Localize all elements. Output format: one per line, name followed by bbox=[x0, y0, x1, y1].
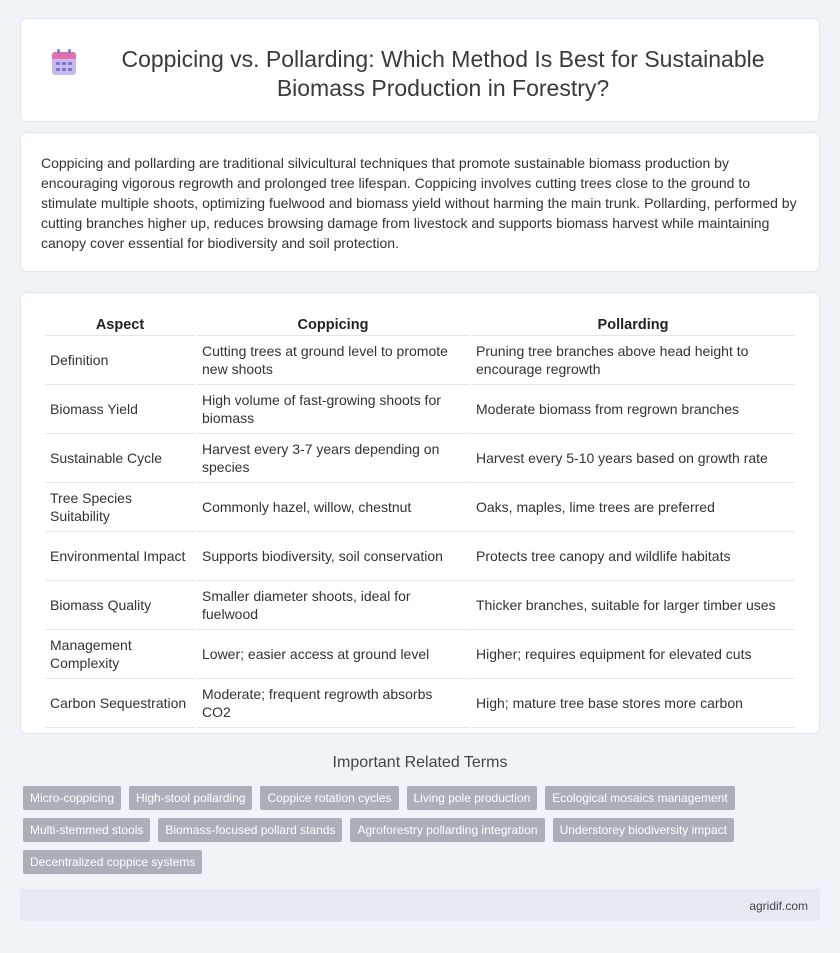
comparison-table-card bbox=[20, 292, 820, 734]
comparison-table bbox=[43, 313, 797, 728]
related-term-tag[interactable]: Coppice rotation cycles bbox=[260, 786, 398, 810]
related-term-tag[interactable]: Biomass-focused pollard stands bbox=[158, 818, 342, 842]
column-header-pollarding: Pollarding bbox=[471, 313, 795, 336]
coppicing-cell: Commonly hazel, willow, chestnut bbox=[197, 483, 469, 532]
column-header-coppicing: Coppicing bbox=[197, 313, 469, 336]
table-row bbox=[45, 679, 795, 728]
aspect-cell: Biomass Quality bbox=[45, 581, 195, 630]
table-row bbox=[45, 434, 795, 483]
footer bbox=[20, 889, 820, 921]
title-row bbox=[21, 19, 819, 103]
coppicing-cell: Lower; easier access at ground level bbox=[197, 630, 469, 679]
related-term-tag[interactable]: Agroforestry pollarding integration bbox=[350, 818, 544, 842]
coppicing-cell: Moderate; frequent regrowth absorbs CO2 bbox=[197, 679, 469, 728]
table-row bbox=[45, 385, 795, 434]
table-row bbox=[45, 581, 795, 630]
table-row bbox=[45, 532, 795, 581]
pollarding-cell: Higher; requires equipment for elevated cuts bbox=[471, 630, 795, 679]
footer-domain-link[interactable]: agridif.com bbox=[749, 899, 808, 913]
table-row bbox=[45, 630, 795, 679]
coppicing-cell: Harvest every 3-7 years depending on species bbox=[197, 434, 469, 483]
coppicing-cell: Supports biodiversity, soil conservation bbox=[197, 532, 469, 581]
table-header-row bbox=[45, 313, 795, 336]
aspect-cell: Environmental Impact bbox=[45, 532, 195, 581]
page-title: Coppicing vs. Pollarding: Which Method Is Best for Sustainable Biomass Production in Forestry? bbox=[121, 46, 765, 101]
related-term-tag[interactable]: Understorey biodiversity impact bbox=[553, 818, 734, 842]
related-terms-tags bbox=[23, 786, 783, 882]
coppicing-cell: Smaller diameter shoots, ideal for fuelwood bbox=[197, 581, 469, 630]
aspect-cell: Sustainable Cycle bbox=[45, 434, 195, 483]
aspect-cell: Tree Species Suitability bbox=[45, 483, 195, 532]
aspect-cell: Carbon Sequestration bbox=[45, 679, 195, 728]
pollarding-cell: Pruning tree branches above head height to encourage regrowth bbox=[471, 336, 795, 385]
related-term-tag[interactable]: Decentralized coppice systems bbox=[23, 850, 202, 874]
pollarding-cell: Harvest every 5-10 years based on growth rate bbox=[471, 434, 795, 483]
header-card bbox=[20, 18, 820, 122]
aspect-cell: Management Complexity bbox=[45, 630, 195, 679]
coppicing-cell: High volume of fast-growing shoots for biomass bbox=[197, 385, 469, 434]
related-term-tag[interactable]: Multi-stemmed stools bbox=[23, 818, 150, 842]
pollarding-cell: Oaks, maples, lime trees are preferred bbox=[471, 483, 795, 532]
intro-card bbox=[20, 132, 820, 272]
related-term-tag[interactable]: Ecological mosaics management bbox=[545, 786, 734, 810]
column-header-aspect: Aspect bbox=[45, 313, 195, 336]
aspect-cell: Biomass Yield bbox=[45, 385, 195, 434]
coppicing-cell: Cutting trees at ground level to promote new shoots bbox=[197, 336, 469, 385]
pollarding-cell: High; mature tree base stores more carbon bbox=[471, 679, 795, 728]
pollarding-cell: Protects tree canopy and wildlife habitats bbox=[471, 532, 795, 581]
related-term-tag[interactable]: Living pole production bbox=[407, 786, 538, 810]
pollarding-cell: Moderate biomass from regrown branches bbox=[471, 385, 795, 434]
aspect-cell: Definition bbox=[45, 336, 195, 385]
table-row bbox=[45, 336, 795, 385]
calendar-icon bbox=[51, 48, 77, 76]
related-term-tag[interactable]: High-stool pollarding bbox=[129, 786, 252, 810]
related-terms-title: Important Related Terms bbox=[332, 754, 508, 771]
intro-paragraph: Coppicing and pollarding are traditional silvicultural techniques that promote sustainable biomass production by encouraging vigorous regrowth and prolonged tree lifespan. Coppicing involves cutting trees close to the ground to stimulate multiple shoots, optimizing fuelwood and biomass yield without harming the main trunk. Pollarding, performed by cutting branches higher up, reduces browsing damage from livestock and supports biomass harvest while maintaining canopy cover essential for biodiversity and soil protection. bbox=[41, 155, 797, 251]
pollarding-cell: Thicker branches, suitable for larger timber uses bbox=[471, 581, 795, 630]
related-term-tag[interactable]: Micro-coppicing bbox=[23, 786, 121, 810]
table-row bbox=[45, 483, 795, 532]
